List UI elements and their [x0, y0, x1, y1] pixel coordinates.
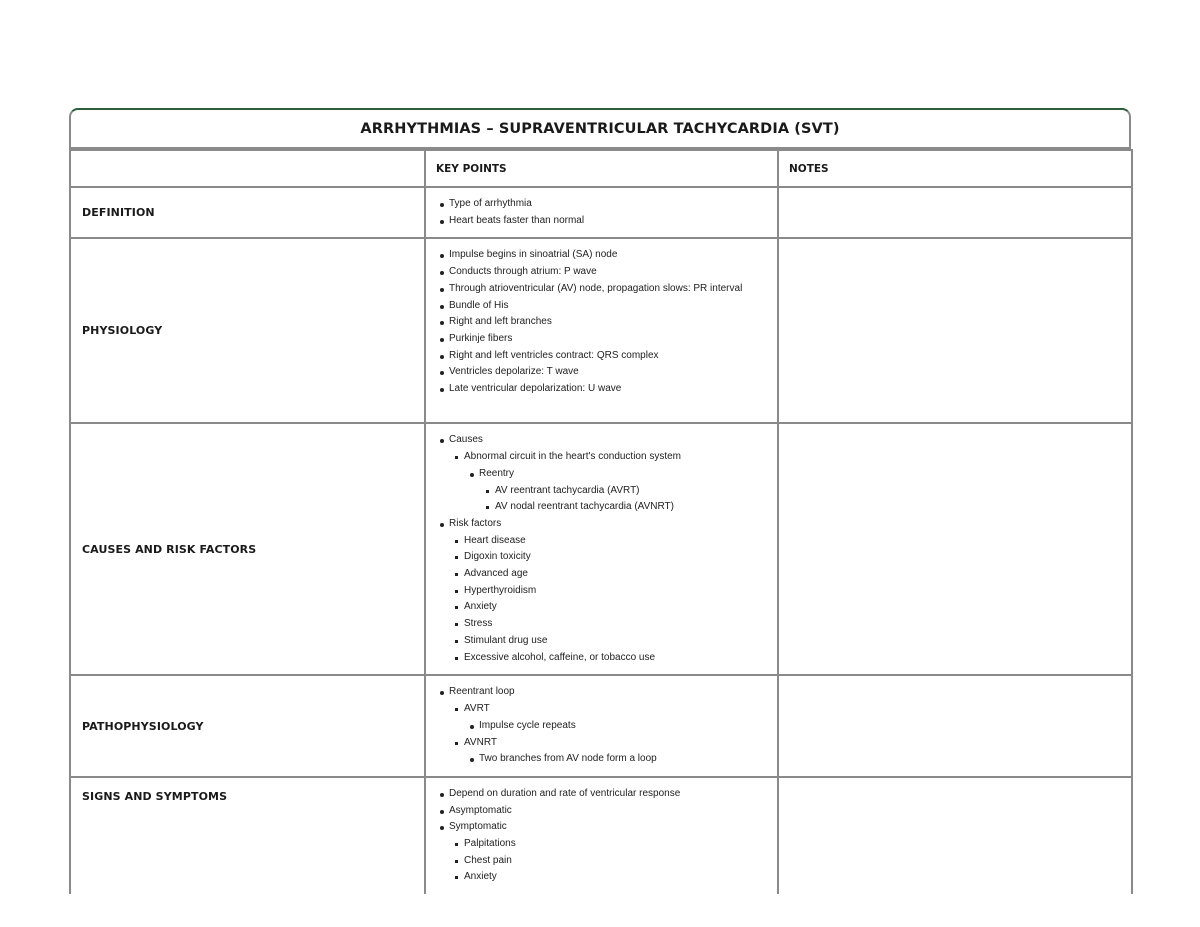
list-item: Asymptomatic	[438, 803, 769, 820]
list-item: Excessive alcohol, caffeine, or tobacco use	[453, 650, 769, 667]
list-item: Reentrant loop	[438, 684, 769, 701]
list-item: Reentry	[468, 466, 769, 483]
row-label: PHYSIOLOGY	[70, 238, 425, 423]
list-item: AVNRT	[453, 735, 769, 752]
list-item: Type of arrhythmia	[438, 196, 769, 213]
list-item: Depend on duration and rate of ventricular response	[438, 786, 769, 803]
key-points-list	[438, 684, 769, 768]
table-row	[70, 423, 1132, 675]
list-item: Purkinje fibers	[438, 331, 769, 348]
list-item: Abnormal circuit in the heart's conduction system	[453, 449, 769, 466]
list-item: Anxiety	[453, 599, 769, 616]
list-item: Stress	[453, 616, 769, 633]
sheet-title: ARRHYTHMIAS – SUPRAVENTRICULAR TACHYCARDIA (SVT)	[69, 108, 1131, 149]
list-item: Heart beats faster than normal	[438, 213, 769, 230]
key-points-list	[438, 786, 769, 886]
key-points-cell	[425, 423, 778, 675]
list-item: Impulse cycle repeats	[468, 718, 769, 735]
header-notes: NOTES	[778, 150, 1132, 187]
key-points-cell	[425, 187, 778, 238]
key-points-cell	[425, 238, 778, 423]
list-item: Late ventricular depolarization: U wave	[438, 381, 769, 398]
notes-cell[interactable]	[778, 777, 1132, 894]
header-blank-cell	[70, 150, 425, 187]
list-item: Right and left branches	[438, 314, 769, 331]
key-points-cell	[425, 777, 778, 894]
table-row	[70, 187, 1132, 238]
list-item: AV reentrant tachycardia (AVRT)	[484, 483, 769, 500]
list-item: Causes	[438, 432, 769, 449]
list-item: Digoxin toxicity	[453, 549, 769, 566]
list-item: Palpitations	[453, 836, 769, 853]
key-points-list	[438, 432, 769, 666]
header-key-points: KEY POINTS	[425, 150, 778, 187]
key-points-cell	[425, 675, 778, 777]
list-item: Bundle of His	[438, 298, 769, 315]
list-item: Heart disease	[453, 533, 769, 550]
notes-cell[interactable]	[778, 423, 1132, 675]
list-item: Through atrioventricular (AV) node, propagation slows: PR interval	[438, 281, 769, 298]
list-item: Ventricles depolarize: T wave	[438, 364, 769, 381]
row-label: PATHOPHYSIOLOGY	[70, 675, 425, 777]
svt-table	[69, 149, 1133, 894]
list-item: AV nodal reentrant tachycardia (AVNRT)	[484, 499, 769, 516]
header-row	[70, 150, 1132, 187]
list-item: Impulse begins in sinoatrial (SA) node	[438, 247, 769, 264]
row-label: SIGNS AND SYMPTOMS	[70, 777, 425, 894]
list-item: Hyperthyroidism	[453, 583, 769, 600]
list-item: Conducts through atrium: P wave	[438, 264, 769, 281]
notes-cell[interactable]	[778, 238, 1132, 423]
list-item: Right and left ventricles contract: QRS complex	[438, 348, 769, 365]
table-row	[70, 777, 1132, 894]
list-item: Chest pain	[453, 853, 769, 870]
list-item: Risk factors	[438, 516, 769, 533]
list-item: Advanced age	[453, 566, 769, 583]
notes-cell[interactable]	[778, 675, 1132, 777]
row-label: DEFINITION	[70, 187, 425, 238]
list-item: Symptomatic	[438, 819, 769, 836]
list-item: Two branches from AV node form a loop	[468, 751, 769, 768]
list-item: Stimulant drug use	[453, 633, 769, 650]
list-item: Anxiety	[453, 869, 769, 886]
table-row	[70, 675, 1132, 777]
row-label: CAUSES AND RISK FACTORS	[70, 423, 425, 675]
notes-cell[interactable]	[778, 187, 1132, 238]
list-item: AVRT	[453, 701, 769, 718]
table-row	[70, 238, 1132, 423]
key-points-list	[438, 247, 769, 397]
key-points-list	[438, 196, 769, 229]
svt-study-sheet	[69, 108, 1131, 894]
